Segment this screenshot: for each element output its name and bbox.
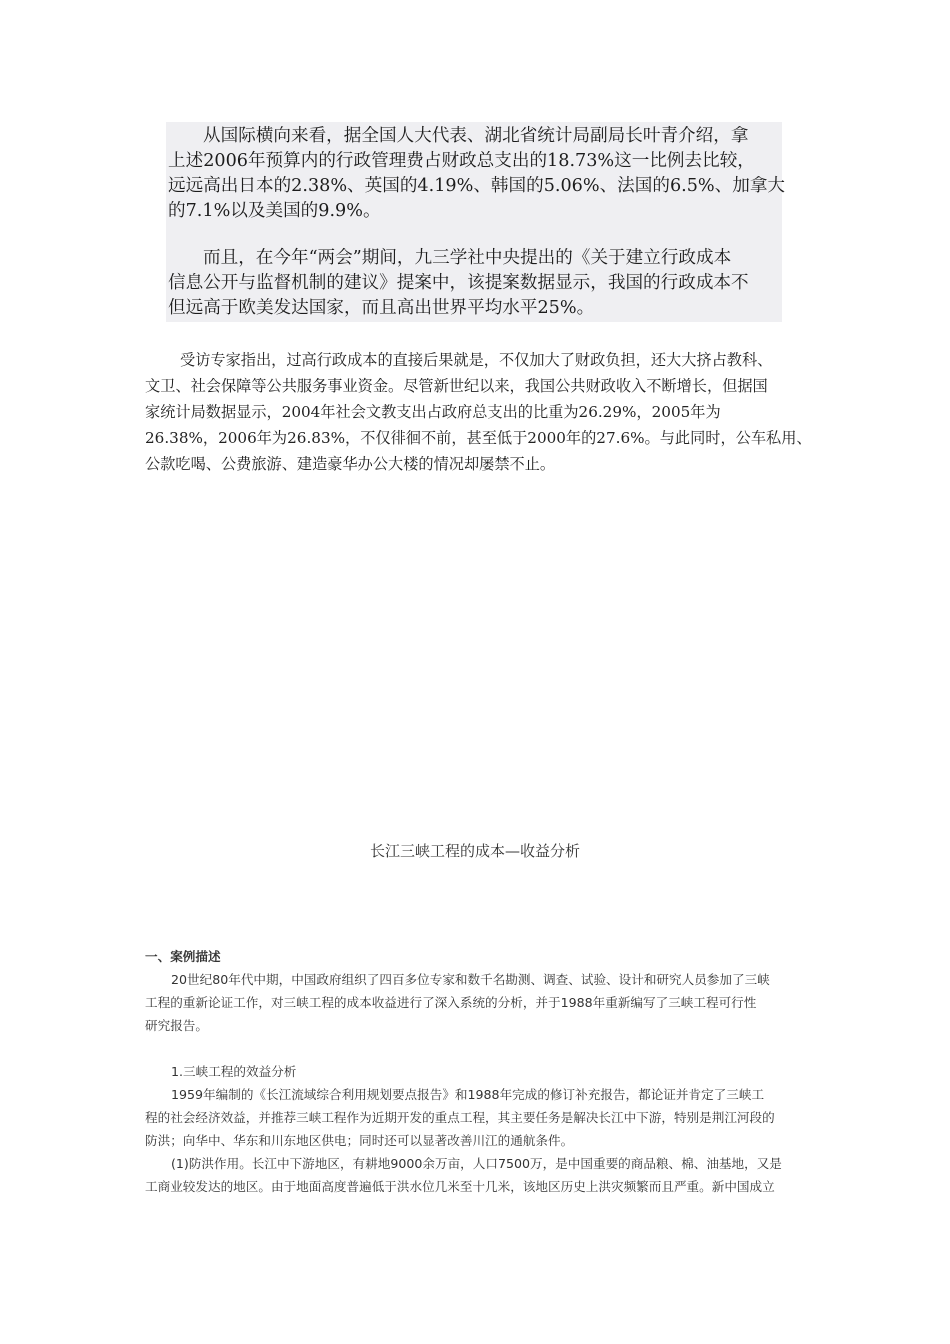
text-line: 工商业较发达的地区。由于地面高度普遍低于洪水位几米至十几米，该地区历史上洪灾频繁而且严重。新中国成立 (145, 1179, 775, 1194)
text-line: 信息公开与监督机制的建议》提案中，该提案数据显示，我国的行政成本不 (168, 273, 749, 293)
text-line: 工程的重新论证工作，对三峡工程的成本收益进行了深入系统的分析，并于1988年重新编写了三峡工程可行性 (145, 995, 757, 1010)
text-line: 上述2006年预算内的行政管理费占财政总支出的18.73%这一比例去比较， (168, 151, 755, 171)
text-line: 的7.1%以及美国的9.9%。 (168, 201, 381, 221)
paragraph-gap (145, 1037, 817, 1060)
text-line: 从国际横向来看，据全国人大代表、湖北省统计局副局长叶青介绍，拿 (203, 126, 749, 146)
text-line: 公款吃喝、公费旅游、建造豪华办公大楼的情况却屡禁不止。 (145, 455, 556, 473)
quote-paragraph-international-comparison (168, 124, 786, 224)
text-line: 20世纪80年代中期，中国政府组织了四百多位专家和数千名勘测、调查、试验、设计和研究人员参加了三峡 (171, 972, 770, 987)
sub-heading: 1.三峡工程的效益分析 (171, 1064, 297, 1079)
text-line: 26.38%，2006年为26.83%，不仅徘徊不前，甚至低于2000年的27.6%。与此同时，公车私用、 (145, 429, 812, 447)
text-line: 1959年编制的《长江流域综合利用规划要点报告》和1988年完成的修订补充报告，都论证并肯定了三峡工 (171, 1087, 765, 1102)
text-line: 程的社会经济效益，并推荐三峡工程作为近期开发的重点工程，其主要任务是解决长江中下游，特别是荆江河段的 (145, 1110, 775, 1125)
text-line: 而且，在今年“两会”期间，九三学社中央提出的《关于建立行政成本 (203, 248, 732, 268)
paragraph-expert-opinion (145, 347, 815, 477)
text-line: 家统计局数据显示，2004年社会文教支出占政府总支出的比重为26.29%，2005年为 (145, 403, 721, 421)
case-description-section (145, 945, 817, 1198)
text-line: 受访专家指出，过高行政成本的直接后果就是，不仅加大了财政负担，还大大挤占教科、 (180, 351, 773, 369)
text-line: 防洪；向华中、华东和川东地区供电；同时还可以显著改善川江的通航条件。 (145, 1133, 574, 1148)
section-heading: 一、案例描述 (145, 949, 221, 964)
text-line: 研究报告。 (145, 1018, 208, 1033)
text-line: 远远高出日本的2.38%、英国的4.19%、韩国的5.06%、法国的6.5%、加拿大 (168, 176, 786, 196)
document-title: 长江三峡工程的成本—收益分析 (369, 842, 580, 860)
text-line: 文卫、社会保障等公共服务事业资金。尽管新世纪以来，我国公共财政收入不断增长，但据国 (145, 377, 768, 395)
text-line: (1)防洪作用。长江中下游地区，有耕地9000余万亩，人口7500万，是中国重要的商品粮、棉、油基地，又是 (171, 1156, 782, 1171)
text-line: 但远高于欧美发达国家，而且高出世界平均水平25%。 (168, 298, 595, 318)
quote-paragraph-two-sessions (168, 246, 782, 321)
